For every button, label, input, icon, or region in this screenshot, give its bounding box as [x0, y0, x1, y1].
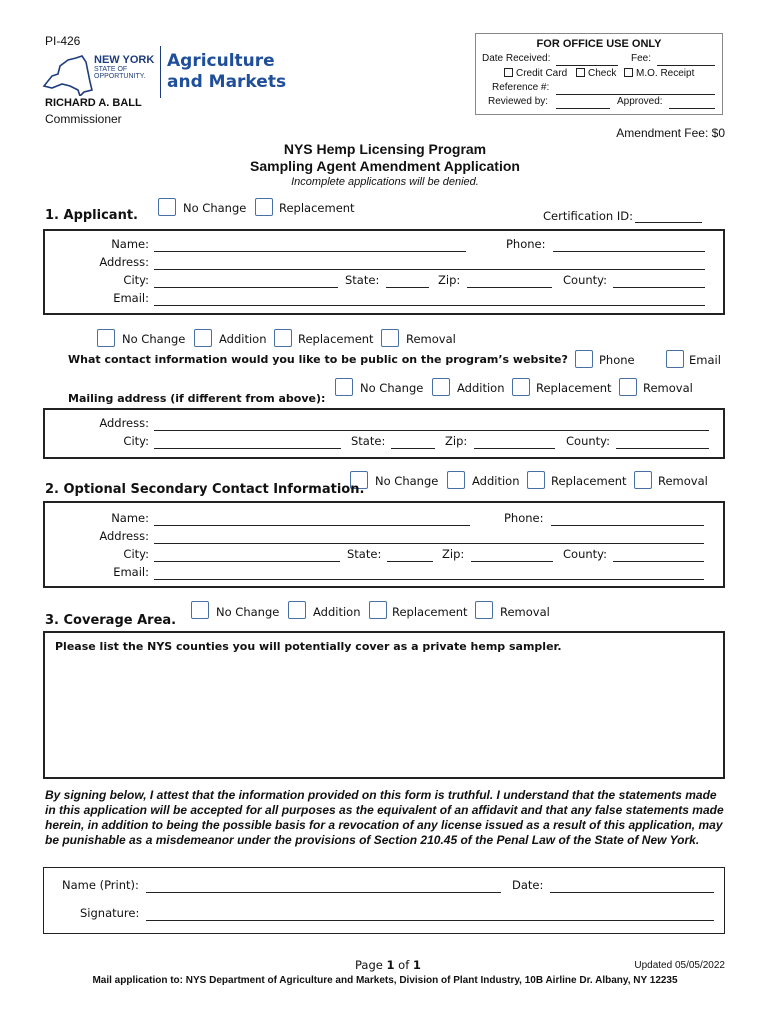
- mailing-no-change-label: No Change: [360, 381, 424, 395]
- mailing-state-field[interactable]: [391, 448, 435, 449]
- mailing-city-label: City:: [123, 434, 149, 448]
- fee-label: Fee:: [631, 53, 652, 64]
- section1-heading: 1. Applicant.: [45, 208, 138, 223]
- mo-receipt-checkbox[interactable]: [624, 68, 633, 77]
- signature-field[interactable]: [146, 920, 714, 921]
- credit-card-label: Credit Card: [516, 68, 568, 79]
- mailing-address-label: Mailing address (if different from above):: [68, 392, 326, 405]
- reviewed-by-label: Reviewed by:: [488, 96, 549, 107]
- page-total: 1: [412, 958, 421, 972]
- secondary-city-field[interactable]: [154, 561, 340, 562]
- secondary-state-label: State:: [347, 547, 382, 561]
- mailing-county-label: County:: [566, 434, 610, 448]
- page-prefix: Page: [355, 958, 387, 972]
- name-print-field[interactable]: [146, 892, 501, 893]
- page-of: of: [394, 958, 413, 972]
- applicant-zip-field[interactable]: [467, 287, 552, 288]
- credit-card-option[interactable]: [504, 68, 567, 79]
- secondary-email-label: Email:: [113, 565, 149, 579]
- check-option[interactable]: [576, 68, 616, 79]
- coverage-addition-checkbox[interactable]: [288, 601, 306, 619]
- secondary-zip-field[interactable]: [471, 561, 553, 562]
- sign-date-field[interactable]: [550, 892, 714, 893]
- public-removal-checkbox[interactable]: [381, 329, 399, 347]
- secondary-name-label: Name:: [111, 511, 149, 525]
- mailing-no-change-checkbox[interactable]: [335, 378, 353, 396]
- public-removal-label: Removal: [406, 332, 456, 346]
- mailing-addition-label: Addition: [457, 381, 505, 395]
- mailing-removal-label: Removal: [643, 381, 693, 395]
- public-no-change-checkbox[interactable]: [97, 329, 115, 347]
- sign-date-label: Date:: [512, 878, 544, 892]
- secondary-county-field[interactable]: [613, 561, 704, 562]
- public-phone-label: Phone: [599, 353, 635, 367]
- mailing-county-field[interactable]: [616, 448, 709, 449]
- coverage-area-box[interactable]: [43, 631, 725, 779]
- attestation-text: By signing below, I attest that the information provided on this form is truthful. I understand that the statements made in this application will be accepted for all purposes as the equivalent of an affidavit and that any false statements made herein, in addition to being the possible basis for a revocation of any license issued as a result of this application, may be punishable as a misdemeanor under the provisions of Section 210.45 of the Penal Law of the State of New York.: [45, 788, 724, 847]
- public-email-checkbox[interactable]: [666, 350, 684, 368]
- form-title-1: NYS Hemp Licensing Program: [283, 141, 487, 157]
- mailing-zip-field[interactable]: [474, 448, 555, 449]
- secondary-email-field[interactable]: [154, 579, 704, 580]
- name-print-label: Name (Print):: [62, 878, 139, 892]
- applicant-no-change-checkbox[interactable]: [158, 198, 176, 216]
- secondary-addition-checkbox[interactable]: [447, 471, 465, 489]
- reference-label: Reference #:: [492, 82, 550, 93]
- applicant-county-field[interactable]: [613, 287, 705, 288]
- phone-label: Phone:: [506, 237, 546, 251]
- approved-field[interactable]: [669, 108, 715, 109]
- secondary-phone-field[interactable]: [551, 525, 704, 526]
- coverage-area-prompt: Please list the NYS counties you will potentially cover as a private hemp sampler.: [55, 640, 562, 653]
- logo-line2: STATE OF: [94, 66, 128, 73]
- certification-id-label: Certification ID:: [543, 209, 633, 223]
- secondary-county-label: County:: [563, 547, 607, 561]
- reference-field[interactable]: [556, 94, 715, 95]
- secondary-address-field[interactable]: [154, 543, 704, 544]
- public-addition-label: Addition: [219, 332, 267, 346]
- logo-line1: NEW YORK: [94, 54, 155, 66]
- section3-heading: 3. Coverage Area.: [45, 613, 177, 628]
- applicant-box: [43, 229, 725, 315]
- public-email-label: Email: [689, 353, 721, 367]
- coverage-replacement-label: Replacement: [392, 605, 468, 619]
- secondary-state-field[interactable]: [387, 561, 433, 562]
- coverage-replacement-checkbox[interactable]: [369, 601, 387, 619]
- mo-receipt-label: M.O. Receipt: [636, 68, 695, 79]
- page-number: [355, 958, 421, 972]
- mailing-address-field[interactable]: [154, 430, 709, 431]
- check-checkbox[interactable]: [576, 68, 585, 77]
- reviewed-by-field[interactable]: [556, 108, 610, 109]
- mo-receipt-option[interactable]: [624, 68, 694, 79]
- coverage-no-change-checkbox[interactable]: [191, 601, 209, 619]
- coverage-removal-checkbox[interactable]: [475, 601, 493, 619]
- mailing-addition-checkbox[interactable]: [432, 378, 450, 396]
- secondary-removal-label: Removal: [658, 474, 708, 488]
- commissioner-name: RICHARD A. BALL: [45, 97, 142, 109]
- address-label: Address:: [99, 255, 149, 269]
- credit-card-checkbox[interactable]: [504, 68, 513, 77]
- amendment-fee: Amendment Fee: $0: [616, 126, 725, 140]
- applicant-city-field[interactable]: [154, 287, 338, 288]
- secondary-city-label: City:: [123, 547, 149, 561]
- coverage-removal-label: Removal: [500, 605, 550, 619]
- coverage-no-change-label: No Change: [216, 605, 280, 619]
- state-label: State:: [345, 273, 380, 287]
- secondary-no-change-label: No Change: [375, 474, 439, 488]
- mailing-state-label: State:: [351, 434, 386, 448]
- mailing-instructions: Mail application to: NYS Department of Agriculture and Markets, Division of Plant Industry, 10B Airline Dr. Albany, NY 12235: [92, 975, 678, 986]
- secondary-name-field[interactable]: [154, 525, 470, 526]
- city-label: City:: [123, 273, 149, 287]
- mailing-address-label2: Address:: [99, 416, 149, 430]
- secondary-box: [43, 501, 725, 588]
- public-replacement-label: Replacement: [298, 332, 374, 346]
- applicant-no-change-label: No Change: [183, 201, 247, 215]
- fee-field[interactable]: [657, 65, 715, 66]
- name-label: Name:: [111, 237, 149, 251]
- form-id: PI-426: [45, 34, 81, 48]
- mailing-replacement-label: Replacement: [536, 381, 612, 395]
- public-phone-checkbox[interactable]: [575, 350, 593, 368]
- agency-name-2: and Markets: [167, 72, 287, 92]
- signature-box: [43, 867, 725, 934]
- public-no-change-label: No Change: [122, 332, 186, 346]
- applicant-email-field[interactable]: [154, 305, 705, 306]
- commissioner-title: Commissioner: [45, 112, 122, 126]
- updated-date: Updated 05/05/2022: [634, 960, 725, 971]
- secondary-phone-label: Phone:: [504, 511, 544, 525]
- office-use-box: [475, 33, 723, 115]
- signature-label: Signature:: [80, 906, 140, 920]
- secondary-zip-label: Zip:: [442, 547, 465, 561]
- secondary-address-label: Address:: [99, 529, 149, 543]
- applicant-phone-field[interactable]: [553, 251, 705, 252]
- email-label: Email:: [113, 291, 149, 305]
- applicant-address-field[interactable]: [154, 269, 705, 270]
- form-subtitle: Incomplete applications will be denied.: [291, 176, 479, 188]
- office-use-title: FOR OFFICE USE ONLY: [536, 38, 662, 50]
- new-york-state-map-icon: [42, 52, 94, 96]
- form-title-2: Sampling Agent Amendment Application: [250, 158, 520, 174]
- public-replacement-checkbox[interactable]: [274, 329, 292, 347]
- secondary-replacement-checkbox[interactable]: [527, 471, 545, 489]
- mailing-zip-label: Zip:: [445, 434, 468, 448]
- public-addition-checkbox[interactable]: [194, 329, 212, 347]
- public-contact-question: What contact information would you like to be public on the program’s website?: [68, 353, 568, 366]
- page-num: 1: [386, 958, 395, 972]
- secondary-removal-checkbox[interactable]: [634, 471, 652, 489]
- zip-label: Zip:: [438, 273, 461, 287]
- section2-heading: 2. Optional Secondary Contact Information.: [45, 482, 365, 497]
- agency-name-1: Agriculture: [167, 51, 275, 71]
- applicant-name-field[interactable]: [154, 251, 466, 252]
- mailing-box: [43, 408, 725, 459]
- date-received-label: Date Received:: [482, 53, 551, 64]
- logo-line3: OPPORTUNITY.: [94, 73, 146, 80]
- mailing-city-field[interactable]: [154, 448, 341, 449]
- mailing-removal-checkbox[interactable]: [619, 378, 637, 396]
- applicant-replacement-checkbox[interactable]: [255, 198, 273, 216]
- applicant-state-field[interactable]: [386, 287, 429, 288]
- mailing-replacement-checkbox[interactable]: [512, 378, 530, 396]
- coverage-addition-label: Addition: [313, 605, 361, 619]
- secondary-addition-label: Addition: [472, 474, 520, 488]
- check-label: Check: [588, 68, 617, 79]
- date-received-field[interactable]: [556, 65, 618, 66]
- certification-id-field[interactable]: [635, 222, 702, 223]
- applicant-replacement-label: Replacement: [279, 201, 355, 215]
- logo-divider: [160, 46, 161, 98]
- county-label: County:: [563, 273, 607, 287]
- secondary-replacement-label: Replacement: [551, 474, 627, 488]
- approved-label: Approved:: [617, 96, 663, 107]
